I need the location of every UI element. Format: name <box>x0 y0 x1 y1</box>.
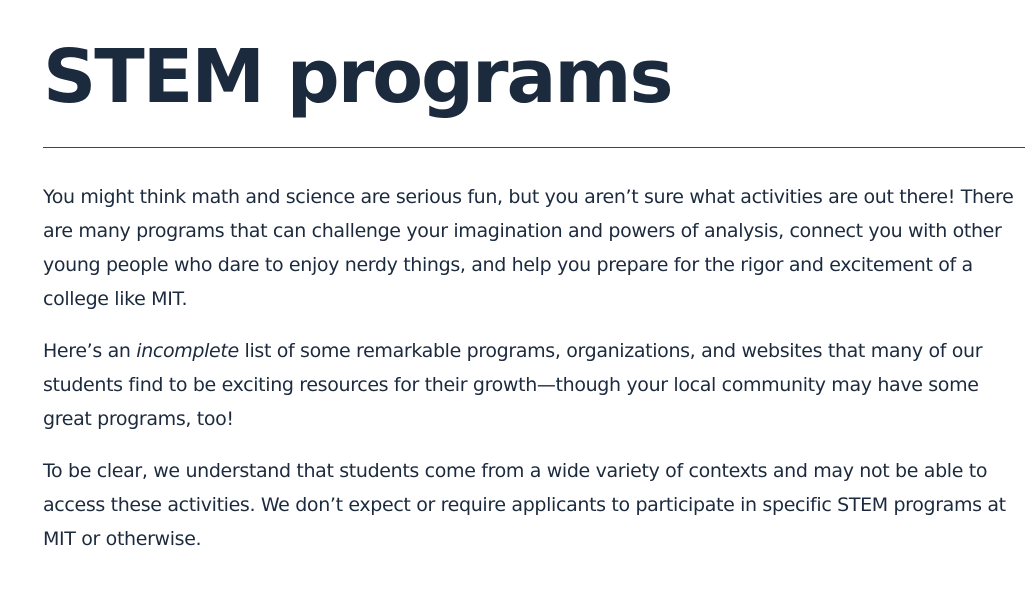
disclaimer-paragraph: To be clear, we understand that students come from a wide variety of contexts and may not be able to access these activities. We don’t expect or require applicants to participate in specific STEM programs at MIT or otherwise. <box>43 460 1006 550</box>
page-title: STEM programs <box>43 34 672 120</box>
main-content <box>43 180 1018 574</box>
emphasis-incomplete: incomplete <box>136 340 239 362</box>
intro-paragraph: You might think math and science are serious fun, but you aren’t sure what activities are out there! There are many programs that can challenge your imagination and powers of analysis, connect you with other young people who dare to enjoy nerdy things, and help you prepare for the rigor and excitement of a college like MIT. <box>43 186 1014 310</box>
paragraph-text-before: Here’s an <box>43 340 137 362</box>
programs-list-paragraph <box>43 334 1018 436</box>
title-divider <box>43 147 1025 148</box>
paragraph-text-after: list of some remarkable programs, organizations, and websites that many of our students find to be exciting resources for their growth—though your local community may have some great programs, too! <box>43 340 983 430</box>
